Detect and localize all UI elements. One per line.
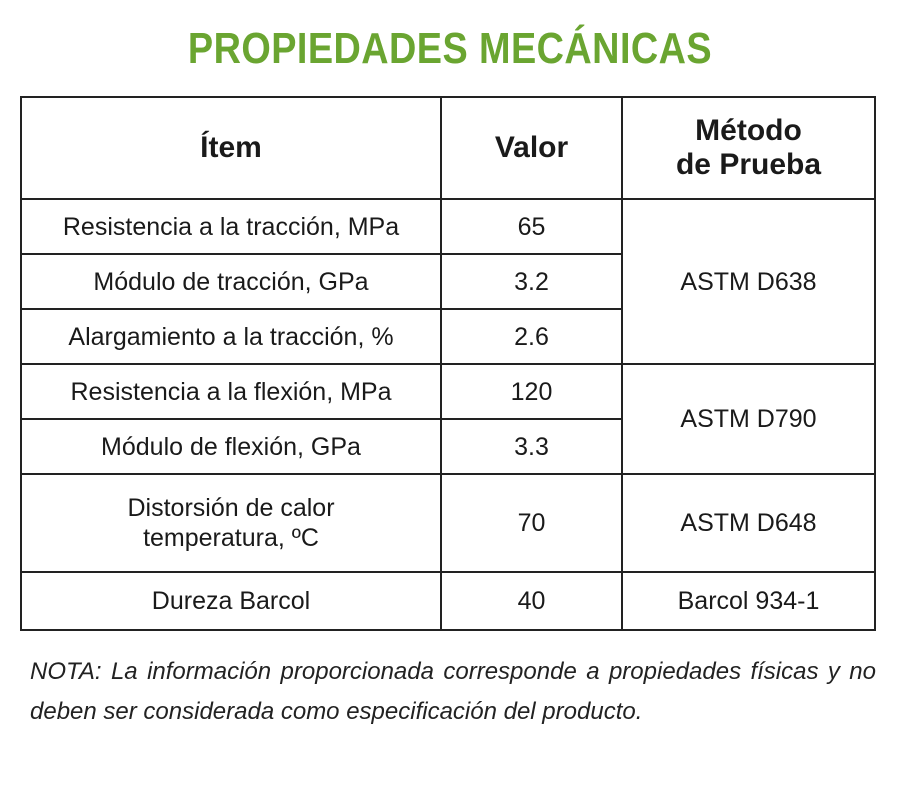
cell-item: Resistencia a la tracción, MPa [21, 199, 441, 254]
cell-value: 2.6 [441, 309, 622, 364]
cell-value: 70 [441, 474, 622, 572]
disclaimer-note: NOTA: La información proporcionada corresponde a propiedades físicas y no deben ser considerada como especificación del producto. [30, 658, 876, 725]
cell-method: ASTM D638 [622, 199, 875, 364]
cell-item: Alargamiento a la tracción, % [21, 309, 441, 364]
cell-value: 3.2 [441, 254, 622, 309]
mechanical-properties-table [20, 96, 876, 631]
cell-item-line1: Distorsión de calor [127, 494, 335, 522]
cell-item: Dureza Barcol [21, 572, 441, 630]
cell-method: ASTM D790 [622, 364, 875, 474]
cell-item [21, 474, 441, 572]
header-method-line2: de Prueba [675, 148, 822, 181]
cell-value: 120 [441, 364, 622, 419]
table-row [21, 572, 875, 630]
table-row [21, 199, 875, 254]
cell-value: 65 [441, 199, 622, 254]
cell-value: 40 [441, 572, 622, 630]
table-row [21, 364, 875, 419]
cell-method: ASTM D648 [622, 474, 875, 572]
page-title: PROPIEDADES MECÁNICAS [187, 24, 713, 73]
table-row [21, 474, 875, 572]
cell-item: Resistencia a la flexión, MPa [21, 364, 441, 419]
table-header-row [21, 97, 875, 199]
cell-method: Barcol 934-1 [622, 572, 875, 630]
header-item: Ítem [21, 97, 441, 199]
cell-item: Módulo de flexión, GPa [21, 419, 441, 474]
header-method [622, 97, 875, 199]
cell-item: Módulo de tracción, GPa [21, 254, 441, 309]
cell-value: 3.3 [441, 419, 622, 474]
cell-item-line2: temperatura, ºC [143, 524, 319, 552]
header-value: Valor [441, 97, 622, 199]
header-method-line1: Método [695, 114, 802, 147]
